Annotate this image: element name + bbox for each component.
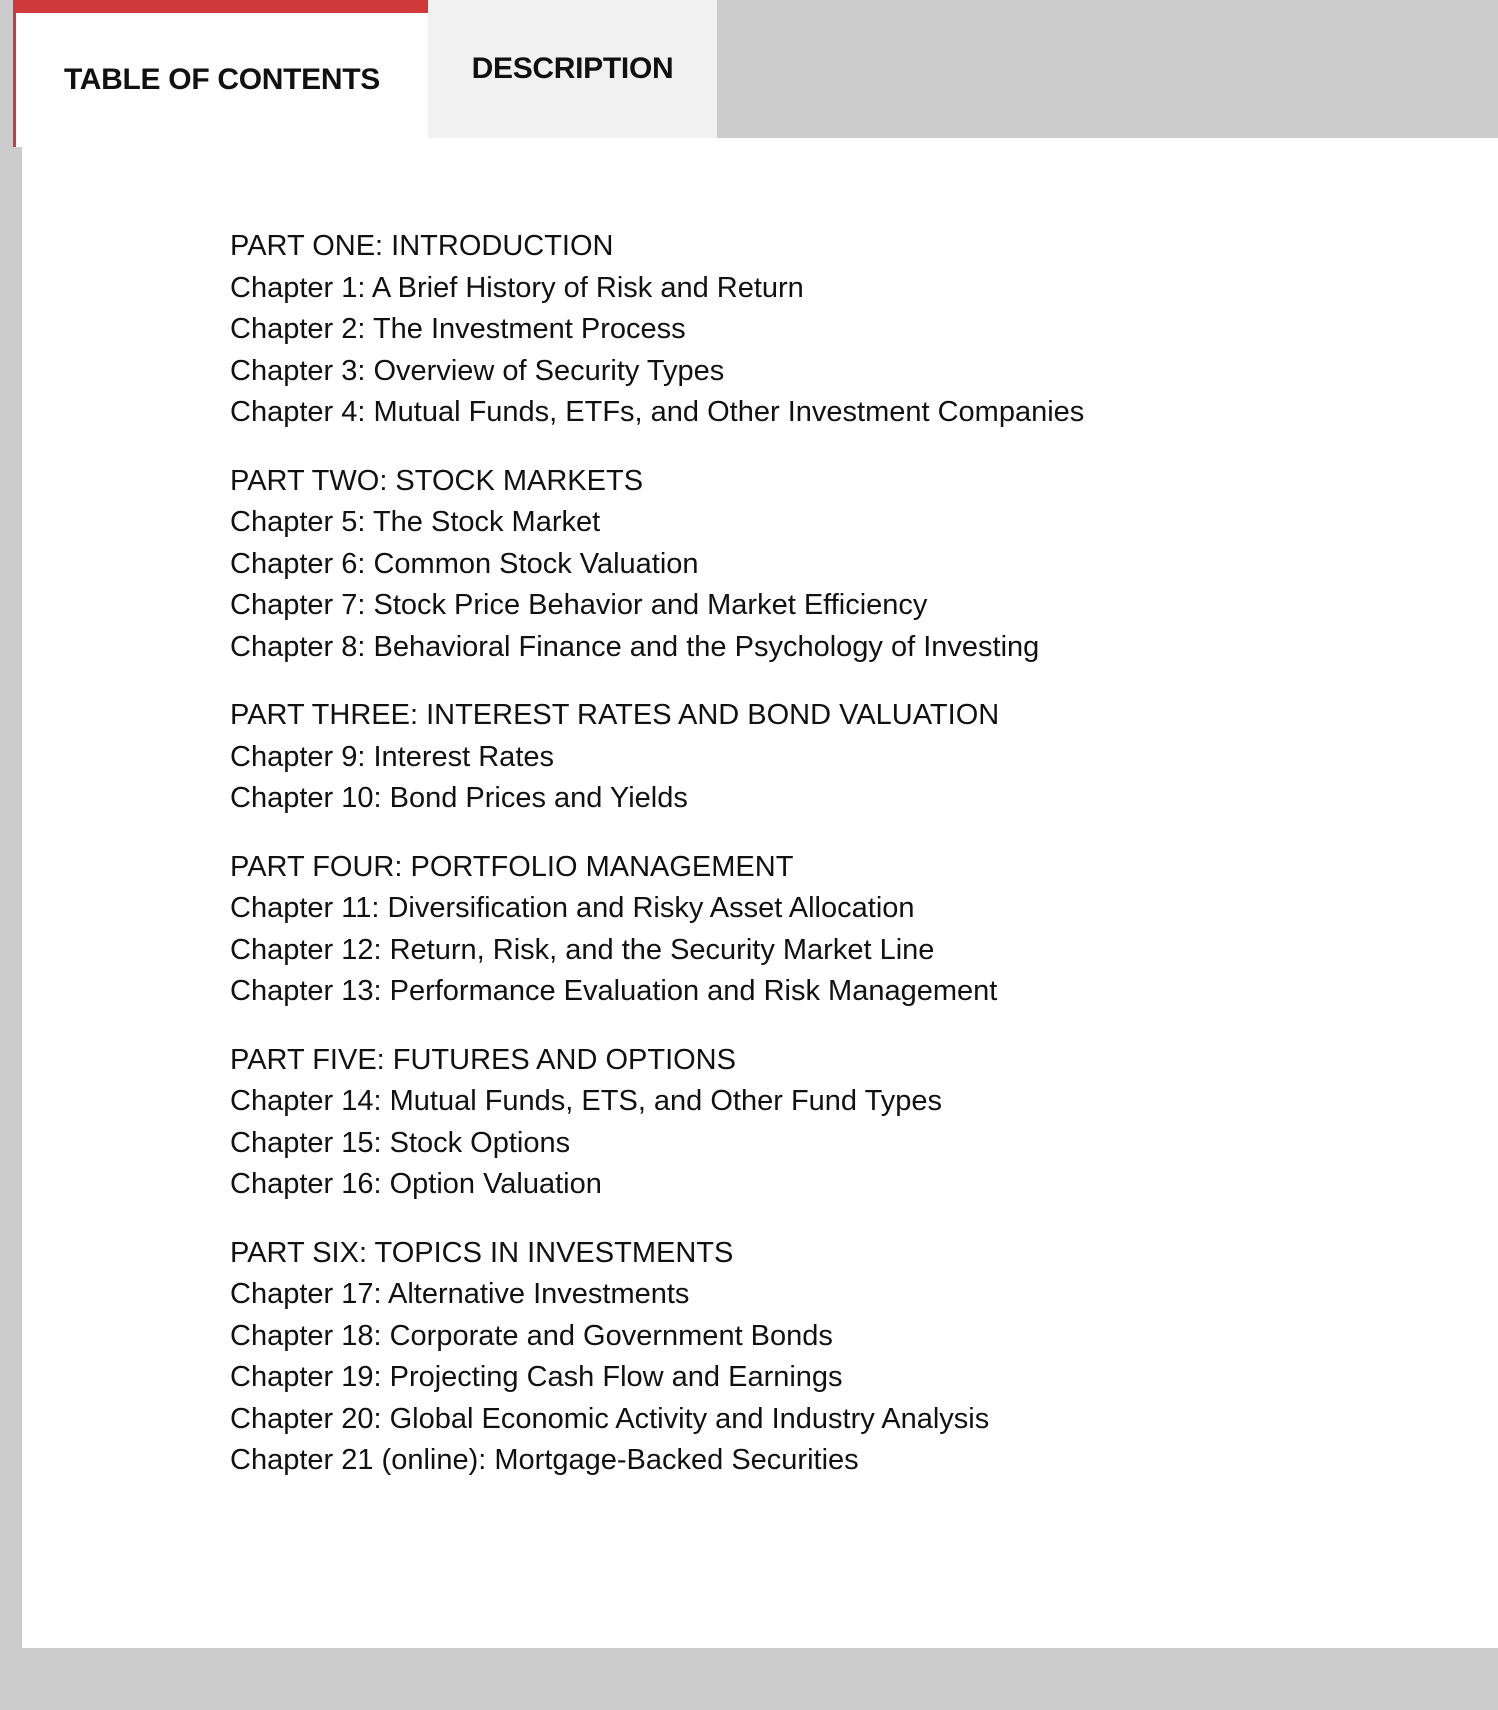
tab-table-of-contents[interactable] (13, 0, 428, 147)
toc-part (230, 1040, 1430, 1206)
chapter-item: Chapter 16: Option Valuation (230, 1168, 602, 1200)
table-of-contents-list (230, 226, 1430, 1509)
tab-bar (0, 0, 1498, 138)
chapter-item: Chapter 13: Performance Evaluation and Risk Management (230, 975, 998, 1007)
chapter-item: Chapter 6: Common Stock Valuation (230, 547, 699, 580)
chapter-item: Chapter 18: Corporate and Government Bonds (230, 1319, 833, 1352)
part-title: PART TWO: STOCK MARKETS (230, 464, 644, 497)
chapter-item: Chapter 5: The Stock Market (230, 506, 601, 538)
chapter-item: Chapter 9: Interest Rates (230, 740, 554, 773)
chapter-item: Chapter 21 (online): Mortgage-Backed Securities (230, 1444, 859, 1476)
chapter-item: Chapter 7: Stock Price Behavior and Market Efficiency (230, 589, 928, 621)
chapter-item: Chapter 12: Return, Risk, and the Security Market Line (230, 933, 935, 966)
chapter-item: Chapter 1: A Brief History of Risk and Return (230, 271, 804, 304)
toc-part (230, 1233, 1430, 1482)
toc-part (230, 226, 1430, 434)
chapter-item: Chapter 15: Stock Options (230, 1126, 571, 1159)
chapter-item: Chapter 11: Diversification and Risky Asset Allocation (230, 892, 915, 924)
chapter-item: Chapter 2: The Investment Process (230, 313, 686, 345)
part-title: PART FOUR: PORTFOLIO MANAGEMENT (230, 850, 794, 883)
toc-part (230, 847, 1430, 1013)
toc-part (230, 695, 1430, 820)
toc-part (230, 461, 1430, 669)
tab-table-of-contents-label: TABLE OF CONTENTS (64, 63, 380, 96)
table-of-contents-panel (22, 138, 1498, 1648)
chapter-item: Chapter 17: Alternative Investments (230, 1278, 690, 1310)
tab-description-label: DESCRIPTION (471, 52, 674, 85)
chapter-item: Chapter 8: Behavioral Finance and the Psychology of Investing (230, 630, 1040, 663)
tab-description[interactable] (428, 0, 717, 138)
chapter-item: Chapter 19: Projecting Cash Flow and Earnings (230, 1361, 843, 1393)
chapter-item: Chapter 3: Overview of Security Types (230, 354, 725, 387)
part-title: PART ONE: INTRODUCTION (230, 230, 614, 262)
part-title: PART FIVE: FUTURES AND OPTIONS (230, 1043, 736, 1076)
chapter-item: Chapter 4: Mutual Funds, ETFs, and Other Investment Companies (230, 396, 1085, 428)
chapter-item: Chapter 14: Mutual Funds, ETS, and Other Fund Types (230, 1085, 942, 1117)
chapter-item: Chapter 10: Bond Prices and Yields (230, 782, 688, 814)
part-title: PART THREE: INTEREST RATES AND BOND VALUATION (230, 699, 1000, 731)
part-title: PART SIX: TOPICS IN INVESTMENTS (230, 1236, 734, 1269)
chapter-item: Chapter 20: Global Economic Activity and Industry Analysis (230, 1402, 990, 1435)
